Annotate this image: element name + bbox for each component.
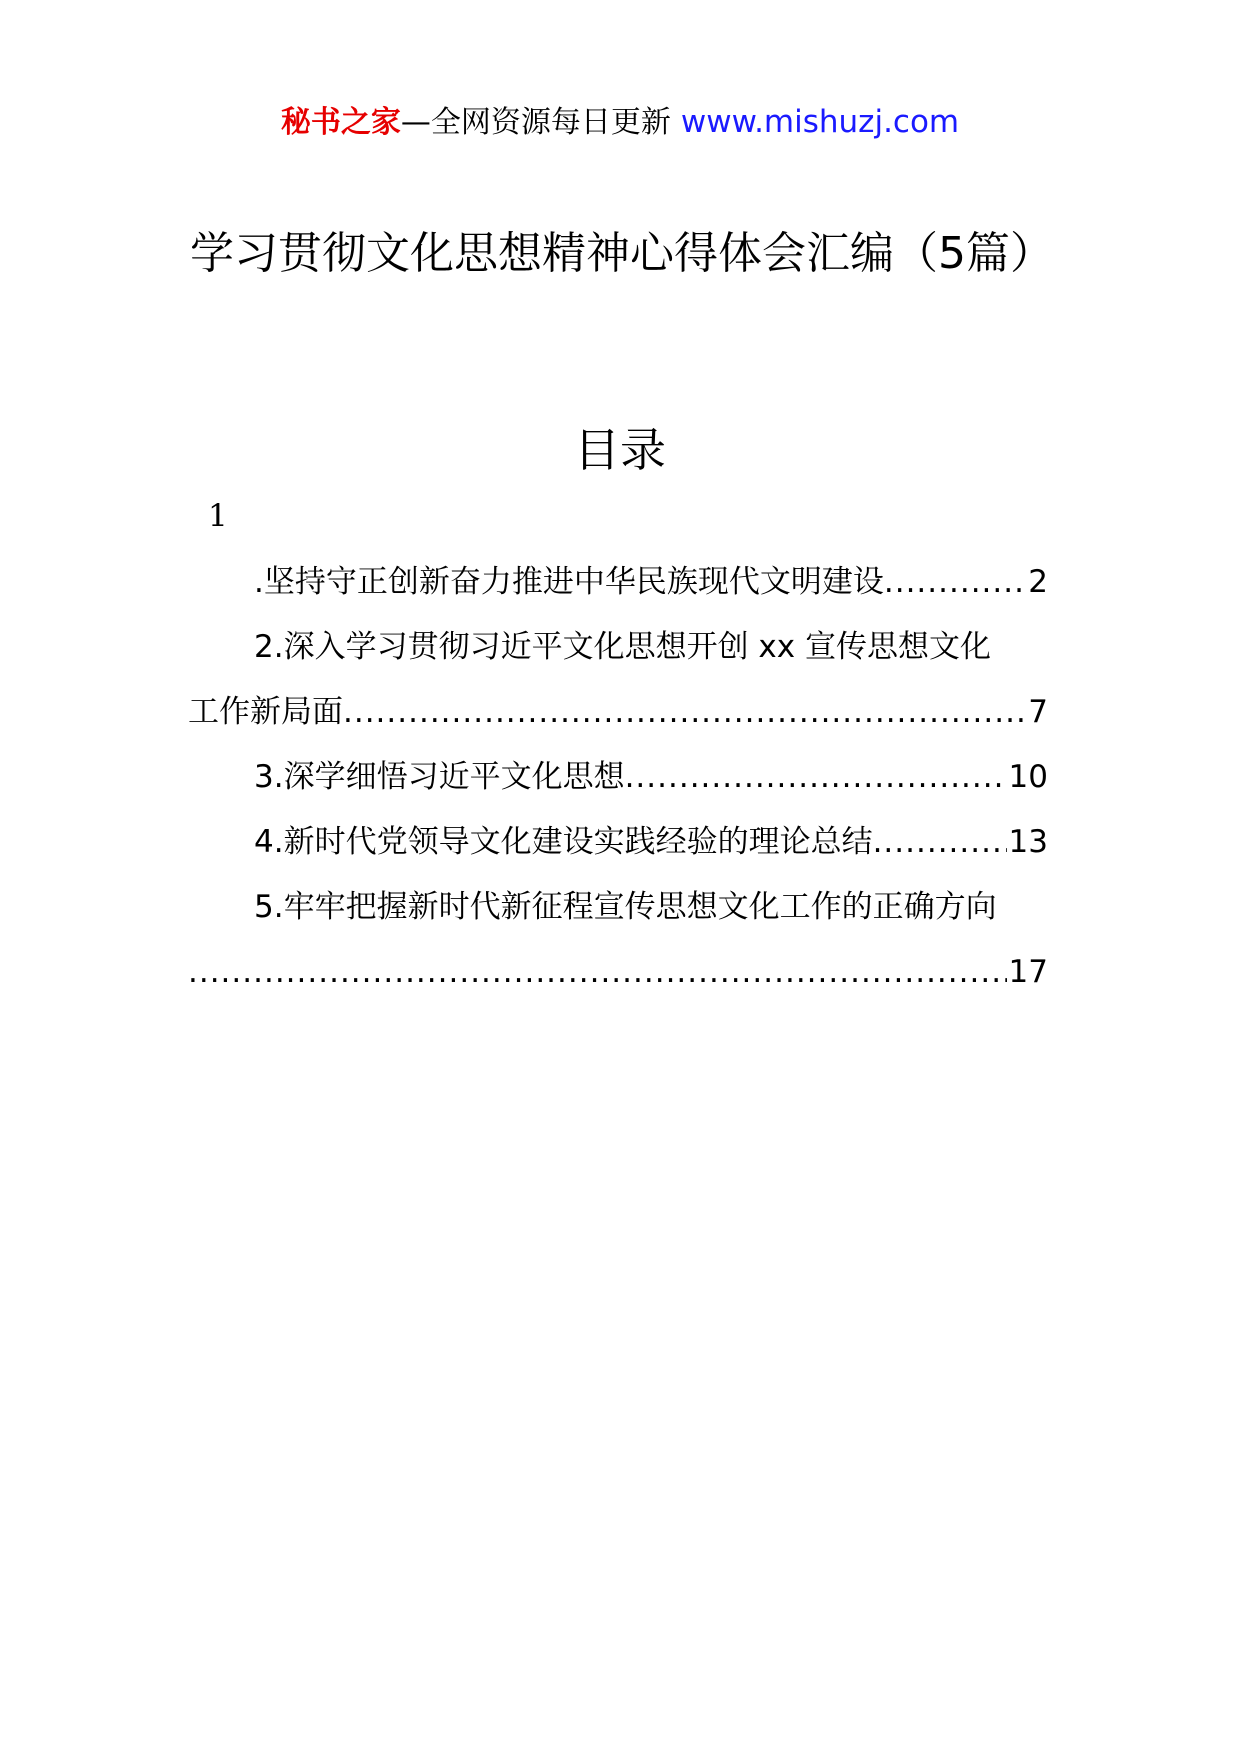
toc-leader-dots (873, 810, 1007, 875)
toc-entry-page: 10 (1008, 759, 1048, 795)
brand-name: 秘书之家 (280, 105, 401, 140)
toc-entry-3[interactable] (188, 745, 1048, 810)
header-tagline: —全网资源每日更新 (400, 105, 671, 140)
toc-entry-text-continued: 工作新局面 (188, 694, 343, 730)
toc-entry-2-line-1[interactable] (188, 615, 1048, 680)
toc-entry-page: 7 (1028, 694, 1048, 730)
toc-entry-text: 3.深学细悟习近平文化思想 (254, 759, 625, 795)
toc-entry-text: 2.深入学习贯彻习近平文化思想开创 xx 宣传思想文化 (254, 629, 991, 665)
site-url-link[interactable]: www.mishuzj.com (680, 104, 960, 140)
toc-leader-dots (884, 550, 1026, 615)
toc-entry-page: 13 (1008, 824, 1048, 860)
toc-entry-2-line-2[interactable] (188, 680, 1048, 745)
toc-entry-1[interactable] (188, 550, 1048, 615)
toc-entry-page: 2 (1028, 564, 1048, 600)
toc-entry-text: 4.新时代党领导文化建设实践经验的理论总结 (254, 824, 873, 860)
toc-leader-dots (188, 940, 1007, 1005)
toc-heading: 目录 (574, 423, 666, 477)
toc-leader-dots (625, 745, 1007, 810)
toc-leader-dots (343, 680, 1026, 745)
toc-entry-text: .坚持守正创新奋力推进中华民族现代文明建设 (254, 564, 884, 600)
toc-entry-5-line-2[interactable] (188, 940, 1048, 1005)
toc-entry-4[interactable] (188, 810, 1048, 875)
toc-entry-text: 5.牢牢把握新时代新征程宣传思想文化工作的正确方向 (254, 889, 997, 925)
toc-entry-page: 17 (1008, 954, 1048, 990)
toc-entry-5-line-1[interactable] (188, 875, 1048, 940)
table-of-contents (188, 550, 1048, 1005)
document-title: 学习贯彻文化思想精神心得体会汇编（5篇） (190, 228, 1054, 279)
toc-stray-number: 1 (208, 498, 228, 534)
site-header (0, 100, 1240, 145)
